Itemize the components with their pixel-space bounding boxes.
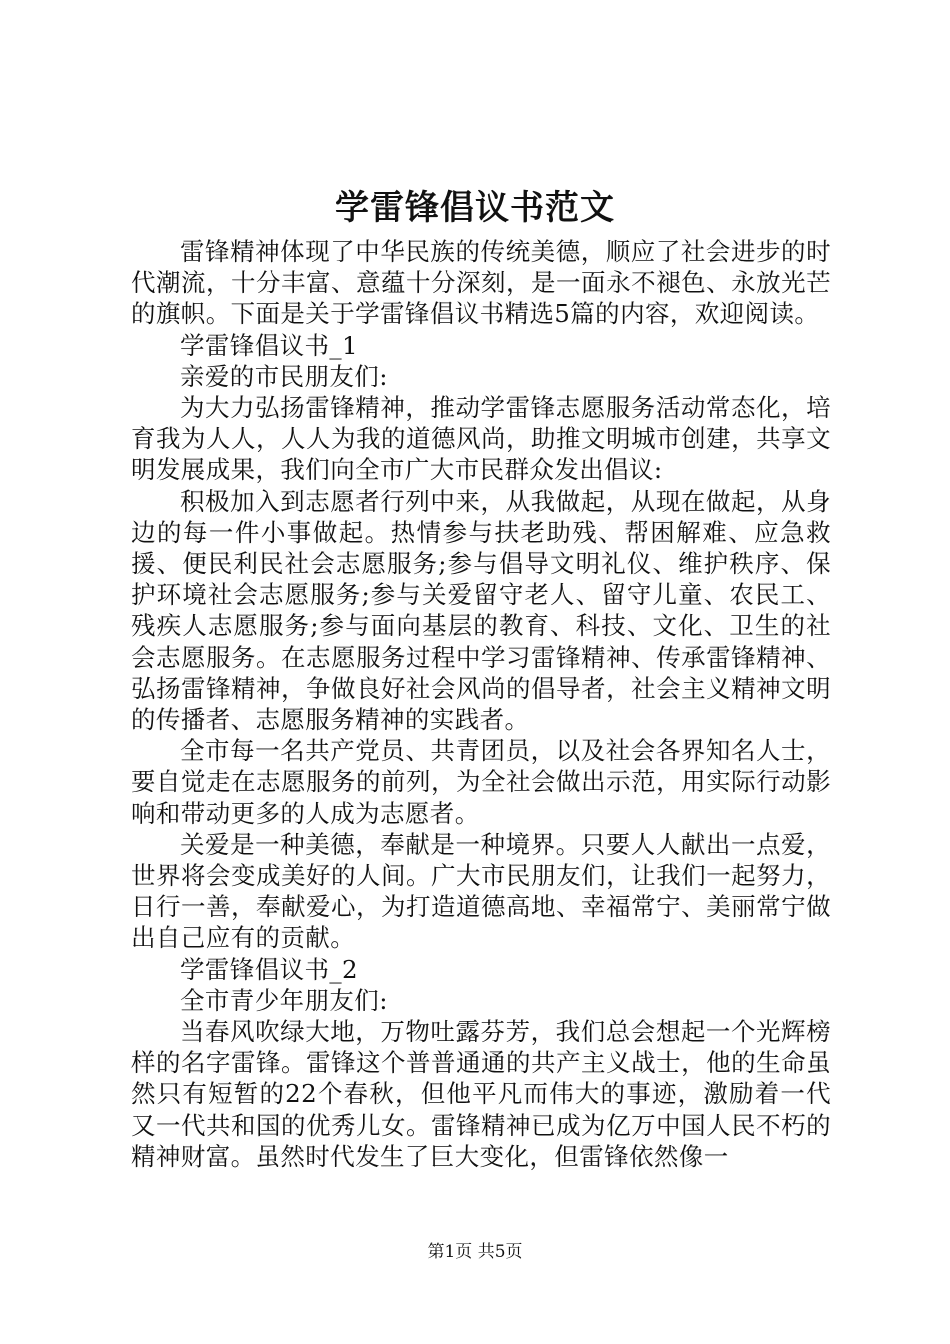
paragraph: 全市每一名共产党员、共青团员，以及社会各界知名人士，要自觉走在志愿服务的前列，为全社会做出示范，用实际行动影响和带动更多的人成为志愿者。: [131, 736, 831, 828]
document-body: [131, 236, 831, 1172]
section-heading-1: 学雷锋倡议书_1: [180, 330, 359, 360]
salutation-1: 亲爱的市民朋友们:: [180, 361, 388, 391]
section-heading-2: 学雷锋倡议书_2: [180, 954, 359, 984]
page-footer: 第1页 共5页: [427, 1242, 523, 1262]
paragraph-intro: 雷锋精神体现了中华民族的传统美德，顺应了社会进步的时代潮流，十分丰富、意蕴十分深刻，是一面永不褪色、永放光芒的旗帜。下面是关于学雷锋倡议书精选5篇的内容，欢迎阅读。: [131, 237, 831, 329]
salutation-2: 全市青少年朋友们:: [180, 985, 388, 1015]
paragraph: 当春风吹绿大地，万物吐露芬芳，我们总会想起一个光辉榜样的名字雷锋。雷锋这个普普通通的共产主义战士，他的生命虽然只有短暂的22个春秋，但他平凡而伟大的事迹，激励着一代又一代共和国的优秀儿女。雷锋精神已成为亿万中国人民不朽的精神财富。虽然时代发生了巨大变化，但雷锋依然像一: [131, 1017, 831, 1171]
document-title: 学雷锋倡议书范文: [335, 188, 615, 228]
paragraph: 为大力弘扬雷锋精神，推动学雷锋志愿服务活动常态化，培育我为人人，人人为我的道德风尚，助推文明城市创建，共享文明发展成果，我们向全市广大市民群众发出倡议:: [131, 393, 831, 485]
paragraph: 积极加入到志愿者行列中来，从我做起，从现在做起，从身边的每一件小事做起。热情参与扶老助残、帮困解难、应急救援、便民利民社会志愿服务;参与倡导文明礼仪、维护秩序、保护环境社会志愿服务;参与关爱留守老人、留守儿童、农民工、残疾人志愿服务;参与面向基层的教育、科技、文化、卫生的社会志愿服务。在志愿服务过程中学习雷锋精神、传承雷锋精神、弘扬雷锋精神，争做良好社会风尚的倡导者，社会主义精神文明的传播者、志愿服务精神的实践者。: [131, 486, 831, 735]
paragraph: 关爱是一种美德，奉献是一种境界。只要人人献出一点爱，世界将会变成美好的人间。广大市民朋友们，让我们一起努力，日行一善，奉献爱心，为打造道德高地、幸福常宁、美丽常宁做出自己应有的贡献。: [131, 829, 831, 953]
